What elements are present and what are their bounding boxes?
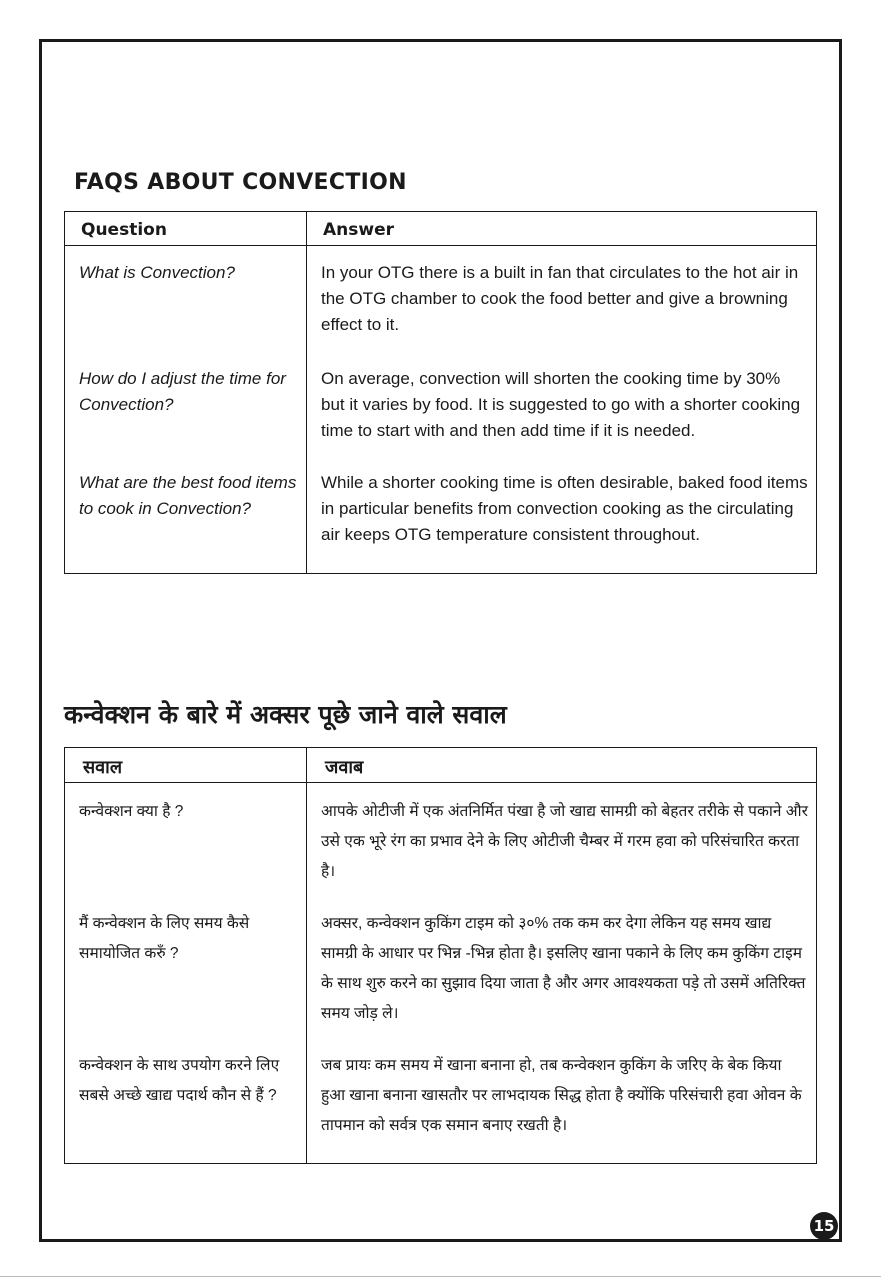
table-row — [65, 909, 817, 1051]
answer-cell: On average, convection will shorten the cooking time by 30% but it varies by food. It is suggested to go with a shorter cooking time to start with and then add time if it is needed. — [307, 366, 817, 469]
question-column-header: Question — [65, 212, 307, 246]
question-column-header: सवाल — [65, 748, 307, 783]
answer-cell: In your OTG there is a built in fan that circulates to the hot air in the OTG chamber to cook the food better and give a browning effect to it. — [307, 246, 817, 367]
answer-column-header: Answer — [307, 212, 817, 246]
table-row — [65, 470, 817, 574]
answer-column-header: जवाब — [307, 748, 817, 783]
page-number-badge: 15 — [810, 1212, 838, 1240]
question-cell: What is Convection? — [79, 263, 235, 282]
page-bottom-divider — [0, 1276, 881, 1277]
table-row — [65, 1051, 817, 1164]
answer-cell: While a shorter cooking time is often desirable, baked food items in particular benefits from convection cooking as the circulating air keeps OTG temperature consistent throughout. — [307, 470, 817, 574]
table-header-row — [65, 748, 817, 783]
english-faq-table — [64, 211, 817, 574]
answer-cell: आपके ओटीजी में एक अंतनिर्मित पंखा है जो खाद्य सामग्री को बेहतर तरीके से पकाने और उसे एक भूरे रंग का प्रभाव देने के लिए ओटीजी चैम्बर में गरम हवा को परिसंचारित करता है। — [307, 783, 817, 910]
table-row — [65, 246, 817, 367]
question-cell: कन्वेक्शन के साथ उपयोग करने लिए सबसे अच्छे खाद्य पदार्थ कौन से हैं ? — [79, 1057, 280, 1104]
question-cell: What are the best food items to cook in Convection? — [79, 472, 297, 518]
question-cell: कन्वेक्शन क्या है ? — [79, 803, 184, 820]
question-cell: How do I adjust the time for Convection? — [79, 369, 286, 415]
table-header-row — [65, 212, 817, 246]
table-row — [65, 783, 817, 910]
table-row — [65, 366, 817, 469]
english-section-title: FAQS ABOUT CONVECTION — [74, 170, 407, 195]
question-cell: मैं कन्वेक्शन के लिए समय कैसे समायोजित करुँ ? — [79, 915, 250, 962]
answer-cell: अक्सर, कन्वेक्शन कुकिंग टाइम को ३०% तक कम कर देगा लेकिन यह समय खाद्य सामग्री के आधार पर भिन्न -भिन्न होता है। इसलिए खाना पकाने के लिए कम कुकिंग टाइम के साथ शुरु करने का सुझाव दिया जाता है और अगर आवश्यकता पड़े तो उसमें अतिरिक्त समय जोड़ ले। — [307, 909, 817, 1051]
hindi-section-title: कन्वेक्शन के बारे में अक्सर पूछे जाने वाले सवाल — [64, 700, 507, 729]
hindi-faq-table — [64, 747, 817, 1164]
answer-cell: जब प्रायः कम समय में खाना बनाना हो, तब कन्वेक्शन कुकिंग के जरिए के बेक किया हुआ खाना बनाना खासतौर पर लाभदायक सिद्ध होता है क्योंकि परिसंचारी हवा ओवन के तापमान को सर्वत्र एक समान बनाए रखती है। — [307, 1051, 817, 1164]
